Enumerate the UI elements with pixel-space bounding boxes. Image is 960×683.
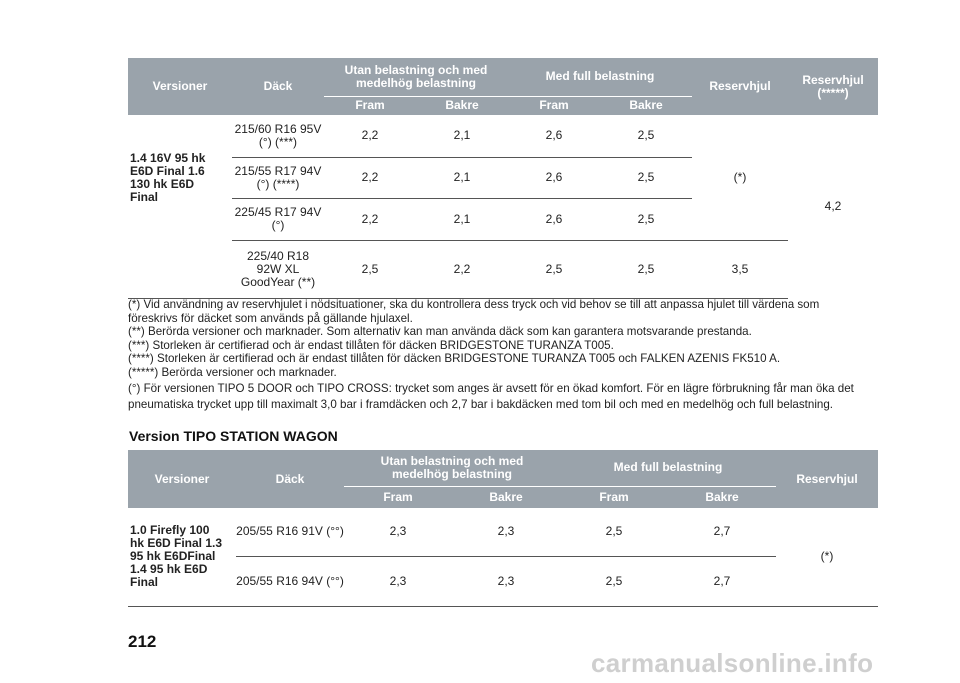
header-spare: Reservhjul bbox=[776, 450, 878, 508]
header-full-load: Med full belastning bbox=[560, 450, 776, 486]
spare-value: (*) bbox=[692, 115, 788, 240]
pressure-value: 2,1 bbox=[416, 198, 508, 240]
empty-cell bbox=[128, 240, 232, 298]
footnote-line: (***) Storleken är certifierad och är endast tillåten för däcken BRIDGESTONE TURANZA T005. bbox=[128, 338, 614, 352]
footnote-line: (*) Vid användning av reservhjulet i nödsituationer, ska du kontrollera dess tryck och vid behov se till att anpassa hjulet till värdena som bbox=[128, 298, 820, 311]
header-rear: Bakre bbox=[600, 96, 692, 115]
pressure-value: 2,2 bbox=[416, 240, 508, 298]
side-title bbox=[68, 30, 128, 230]
header-front: Fram bbox=[508, 96, 600, 115]
footnote-line: (*****) Berörda versioner och marknader. bbox=[128, 365, 337, 379]
pressure-value: 2,5 bbox=[600, 115, 692, 157]
tyre-size: 215/60 R16 95V (°) (***) bbox=[232, 115, 324, 157]
header-spare-2: Reservhjul (*****) bbox=[788, 58, 878, 115]
footnotes bbox=[128, 298, 888, 412]
table-row bbox=[128, 508, 878, 556]
pressure-value: 2,6 bbox=[508, 115, 600, 157]
footnote-line: pneumatiska trycket upp till maximalt 3,0 bar i framdäcken och 2,7 bar i bakdäcken med tom bil och med en medelhög och full belastning. bbox=[128, 398, 834, 412]
header-versions: Versioner bbox=[128, 450, 236, 508]
pressure-value: 2,5 bbox=[600, 198, 692, 240]
pressure-value: 2,2 bbox=[324, 115, 416, 157]
tyre-size: 205/55 R16 91V (°°) bbox=[236, 508, 344, 556]
pressure-value: 2,6 bbox=[508, 157, 600, 198]
tyre-size: 205/55 R16 94V (°°) bbox=[236, 556, 344, 606]
footnote-line: (****) Storleken är certifierad och är endast tillåten för däcken BRIDGESTONE TURANZA T005 och FALKEN AZENIS FK510 A. bbox=[128, 352, 781, 366]
footnote-line: (**) Berörda versioner och marknader. Som alternativ kan man använda däck som kan garantera motsvarande prestanda. bbox=[128, 325, 752, 339]
tyre-pressure-table-station-wagon bbox=[128, 450, 878, 607]
header-front: Fram bbox=[344, 486, 452, 508]
version-label: 1.0 Firefly 100 hk E6D Final 1.3 95 hk E6DFinal 1.4 95 hk E6D Final bbox=[128, 508, 236, 606]
header-unloaded: Utan belastning och med medelhög belastning bbox=[324, 58, 508, 96]
table-row bbox=[128, 556, 878, 606]
spare-value: 3,5 bbox=[692, 240, 788, 298]
pressure-value: 2,5 bbox=[508, 240, 600, 298]
header-rear: Bakre bbox=[452, 486, 560, 508]
watermark: carmanualsonline.info bbox=[591, 648, 874, 678]
pressure-value: 2,3 bbox=[344, 556, 452, 606]
header-rear: Bakre bbox=[668, 486, 776, 508]
tyre-size: 225/45 R17 94V (°) bbox=[232, 198, 324, 240]
page-number: 212 bbox=[128, 632, 157, 651]
footnote-line: (°) För versionen TIPO 5 DOOR och TIPO CROSS: trycket som anges är avsett för en ökad komfort. För en lägre förbrukning får man öka det bbox=[128, 381, 854, 395]
pressure-value: 2,5 bbox=[560, 508, 668, 556]
header-front: Fram bbox=[324, 96, 416, 115]
pressure-value: 2,3 bbox=[452, 508, 560, 556]
version-label: 1.4 16V 95 hk E6D Final 1.6 130 hk E6D Final bbox=[130, 150, 206, 204]
header-unloaded: Utan belastning och med medelhög belastning bbox=[344, 450, 560, 486]
table-row bbox=[128, 115, 878, 157]
tyre-size: 215/55 R17 94V (°) (****) bbox=[232, 157, 324, 198]
tyre-pressure-table bbox=[128, 58, 878, 299]
pressure-value: 2,2 bbox=[324, 198, 416, 240]
header-front: Fram bbox=[560, 486, 668, 508]
pressure-value: 2,6 bbox=[508, 198, 600, 240]
pressure-value: 2,5 bbox=[324, 240, 416, 298]
header-spare: Reservhjul bbox=[692, 58, 788, 115]
header-rear: Bakre bbox=[416, 96, 508, 115]
spare-2-value: 4,2 bbox=[824, 199, 842, 213]
section-title: Version TIPO STATION WAGON bbox=[129, 428, 338, 444]
header-tyre: Däck bbox=[232, 58, 324, 115]
pressure-value: 2,5 bbox=[600, 157, 692, 198]
pressure-value: 2,7 bbox=[668, 508, 776, 556]
pressure-value: 2,2 bbox=[324, 157, 416, 198]
header-tyre: Däck bbox=[236, 450, 344, 508]
table-row bbox=[128, 240, 878, 298]
tyre-size: 225/40 R18 92W XL GoodYear (**) bbox=[232, 240, 324, 298]
header-full-load: Med full belastning bbox=[508, 58, 692, 96]
footnote-line: föreskrivs för däcket som används på gällande hjulaxel. bbox=[128, 311, 413, 325]
pressure-value: 2,1 bbox=[416, 157, 508, 198]
pressure-value: 2,7 bbox=[668, 556, 776, 606]
pressure-value: 2,3 bbox=[452, 556, 560, 606]
pressure-value: 2,5 bbox=[600, 240, 692, 298]
pressure-value: 2,1 bbox=[416, 115, 508, 157]
spare-value: (*) bbox=[776, 508, 878, 606]
header-versions: Versioner bbox=[128, 58, 232, 115]
pressure-value: 2,3 bbox=[344, 508, 452, 556]
pressure-value: 2,5 bbox=[560, 556, 668, 606]
